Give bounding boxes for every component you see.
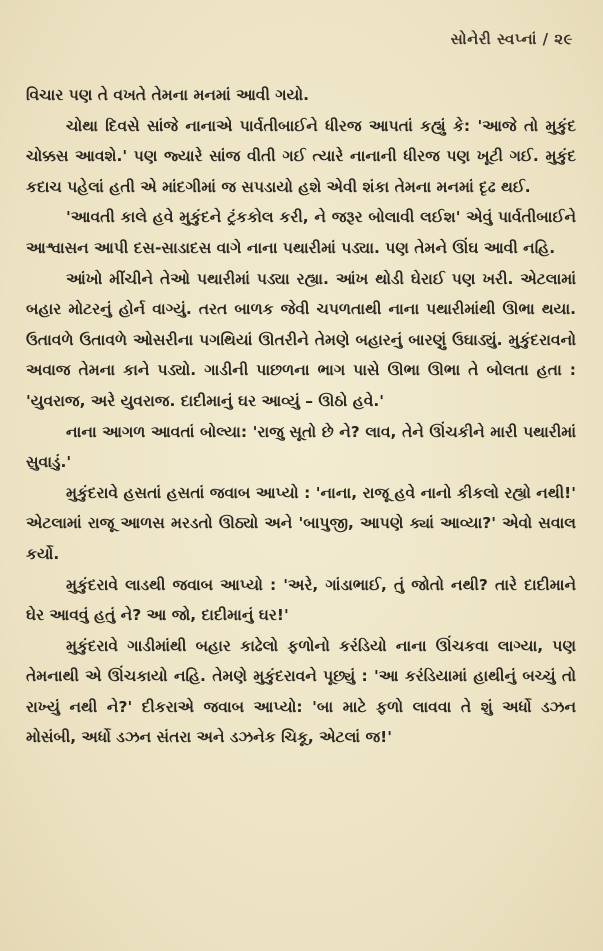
paragraph: મુકુંદરાવે ગાડીમાંથી બહાર કાઢેલો ફળોનો કરંડિયો નાના ઊંચકવા લાગ્યા, પણ તેમનાથી એ ઊંચકાયો નહિ. તેમણે મુકુંદરાવને પૂછ્યું : 'આ કરંડિયામાં હાથીનું બચ્ચું તો રાખ્યું નથી ને?' દીકરાએ જવાબ આપ્યો: 'બા માટે ફળો લાવવા તે શું અર્ધો ડઝન મોસંબી, અર્ધો ડઝન સંતરા અને ડઝનેક ચિકૂ, એટલાં જ!' [26, 636, 576, 747]
paragraph: આંખો મીંચીને તેઓ પથારીમાં પડ્યા રહ્યા. આંખ થોડી ઘેરાઈ પણ ખરી. એટલામાં બહાર મોટરનું હોર્ન વાગ્યું. તરત બાળક જેવી ચપળતાથી નાના પથારીમાંથી ઊભા થયા. ઉતાવળે ઉતાવળે ઓસરીના પગથિયાં ઊતરીને તેમણે બહારનું બારણું ઉઘાડ્યું. મુકુંદરાવનો અવાજ તેમના કાને પડ્યો. ગાડીની પાછળના ભાગ પાસે ઊભા ઊભા તે બોલતા હતા : 'યુવરાજ, અરે યુવરાજ. દાદીમાનું ઘર આવ્યું – ઊઠો હવે.' [26, 269, 576, 410]
running-head: સોનેરી સ્વપ્નાં / ૨૯ [450, 30, 573, 48]
body-text [26, 80, 576, 753]
paragraph: મુકુંદરાવે લાડથી જવાબ આપ્યો : 'અરે, ગાંડાભાઈ, તું જોતો નથી? તારે દાદીમાને ઘેર આવવું હતું ને? આ જો, દાદીમાનું ઘર!' [26, 575, 576, 625]
paragraph: 'આવતી કાલે હવે મુકુંદને ટ્રંકકોલ કરી, ને જરૂર બોલાવી લઈશ' એવું પાર્વતીબાઈને આશ્વાસન આપી દસ-સાડાદસ વાગે નાના પથારીમાં પડ્યા. પણ તેમને ઊંઘ આવી નહિ. [26, 208, 576, 257]
paragraph: ચોથા દિવસે સાંજે નાનાએ પાર્વતીબાઈને ધીરજ આપતાં કહ્યું કે: 'આજે તો મુકુંદ ચોક્કસ આવશે.' પણ જ્યારે સાંજ વીતી ગઈ ત્યારે નાનાની ધીરજ પણ ખૂટી ગઈ. મુકુંદ કદાચ પહેલાં હતી એ માંદગીમાં જ સપડાયો હશે એવી શંકા તેમના મનમાં દૃઢ થઈ. [26, 116, 576, 196]
paragraph: નાના આગળ આવતાં બોલ્યા: 'રાજુ સૂતો છે ને? લાવ, તેને ઊંચકીને મારી પથારીમાં સુવાડું.' [26, 422, 576, 472]
paragraph: મુકુંદરાવે હસતાં હસતાં જવાબ આપ્યો : 'નાના, રાજૂ હવે નાનો કીકલો રહ્યો નથી!' એટલામાં રાજૂ આળસ મરડતો ઊઠ્યો અને 'બાપુજી, આપણે ક્યાં આવ્યા?' એવો સવાલ કર્યો. [26, 483, 576, 563]
paragraph-continuation: વિચાર પણ તે વખતે તેમના મનમાં આવી ગયો. [26, 86, 310, 104]
